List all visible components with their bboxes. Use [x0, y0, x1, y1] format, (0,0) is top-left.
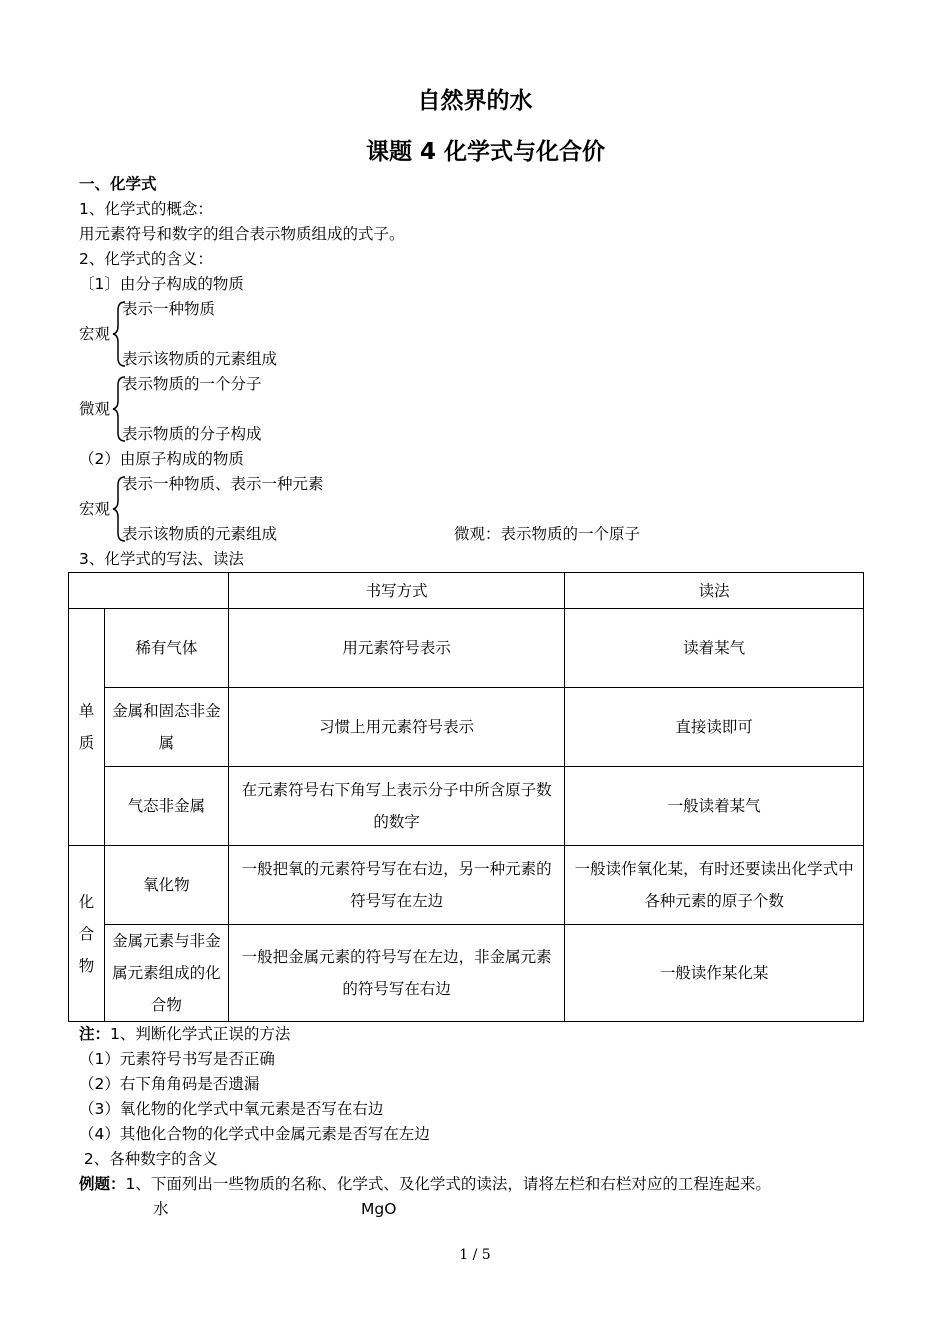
atomic-macro-item-2: 表示该物质的元素组成 — [122, 525, 278, 543]
table-header-row — [69, 573, 864, 609]
macro-item-1: 表示一种物质 — [122, 300, 216, 318]
macro-item-2: 表示该物质的元素组成 — [122, 350, 278, 368]
note-item: （1）元素符号书写是否正确 — [79, 1050, 275, 1068]
macro-label: 宏观 — [79, 325, 111, 343]
type-cell: 金属和固态非金属 — [104, 688, 228, 767]
atomic-macro-item-1: 表示一种物质、表示一种元素 — [122, 475, 324, 493]
page-number: 1 / 5 — [459, 1247, 491, 1263]
numbers-meaning: 2、各种数字的含义 — [79, 1150, 218, 1168]
group-label-elements: 单 质 — [69, 609, 105, 846]
section-heading: 一、化学式 — [79, 175, 157, 193]
reading-cell: 一般读作氧化某，有时还要读出化学式中各种元素的原子个数 — [565, 846, 864, 925]
table-row — [69, 925, 864, 1022]
table-row — [69, 767, 864, 846]
note-item: （3）氧化物的化学式中氧元素是否写在右边 — [79, 1100, 384, 1118]
reading-cell: 一般读着某气 — [565, 767, 864, 846]
notes-label: 注： — [79, 1025, 111, 1043]
writing-cell: 在元素符号右下角写上表示分子中所含原子数的数字 — [228, 767, 565, 846]
column-header: 读法 — [565, 573, 864, 609]
molecular-heading: 〔1〕由分子构成的物质 — [79, 275, 244, 293]
writing-cell: 一般把氧的元素符号写在右边，另一种元素的符号写在左边 — [228, 846, 565, 925]
type-cell: 稀有气体 — [104, 609, 228, 688]
type-cell: 金属元素与非金属元素组成的化合物 — [104, 925, 228, 1022]
notes-title: 注：1、判断化学式正误的方法 — [79, 1025, 291, 1043]
note-item: （4）其他化合物的化学式中金属元素是否写在左边 — [79, 1125, 430, 1143]
example-left-item: 水 — [153, 1200, 169, 1218]
table-row — [69, 846, 864, 925]
reading-cell: 一般读作某化某 — [565, 925, 864, 1022]
example-label: 例题： — [79, 1175, 126, 1193]
atomic-micro-text: 微观：表示物质的一个原子 — [454, 525, 641, 543]
writing-cell: 习惯上用元素符号表示 — [228, 688, 565, 767]
writing-reading-table — [68, 572, 864, 1022]
atomic-heading: （2）由原子构成的物质 — [79, 450, 244, 468]
reading-cell: 读着某气 — [565, 609, 864, 688]
micro-label: 微观 — [79, 400, 111, 418]
example-line: 例题：1、下面列出一些物质的名称、化学式、及化学式的读法，请将左栏和右栏对应的工程连起来。 — [79, 1175, 771, 1193]
micro-item-1: 表示物质的一个分子 — [122, 375, 262, 393]
note-item: （2）右下角角码是否遗漏 — [79, 1075, 260, 1093]
type-cell: 氧化物 — [104, 846, 228, 925]
table-corner-cell — [69, 573, 229, 609]
reading-cell: 直接读即可 — [565, 688, 864, 767]
atomic-macro-label: 宏观 — [79, 500, 111, 518]
meaning-label: 2、化学式的含义： — [79, 250, 213, 268]
writing-cell: 一般把金属元素的符号写在左边，非金属元素的符号写在右边 — [228, 925, 565, 1022]
lesson-title: 课题 4 化学式与化合价 — [366, 139, 606, 165]
table-row — [69, 609, 864, 688]
micro-item-2: 表示物质的分子构成 — [122, 425, 262, 443]
concept-label: 1、化学式的概念： — [79, 200, 213, 218]
page-title: 自然界的水 — [417, 88, 533, 114]
column-header: 书写方式 — [228, 573, 565, 609]
table-row — [69, 688, 864, 767]
group-label-compounds: 化 合 物 — [69, 846, 105, 1022]
writing-cell: 用元素符号表示 — [228, 609, 565, 688]
type-cell: 气态非金属 — [104, 767, 228, 846]
example-right-item: MgO — [361, 1200, 397, 1218]
writing-label: 3、化学式的写法、读法 — [79, 550, 244, 568]
concept-text: 用元素符号和数字的组合表示物质组成的式子。 — [79, 225, 405, 243]
